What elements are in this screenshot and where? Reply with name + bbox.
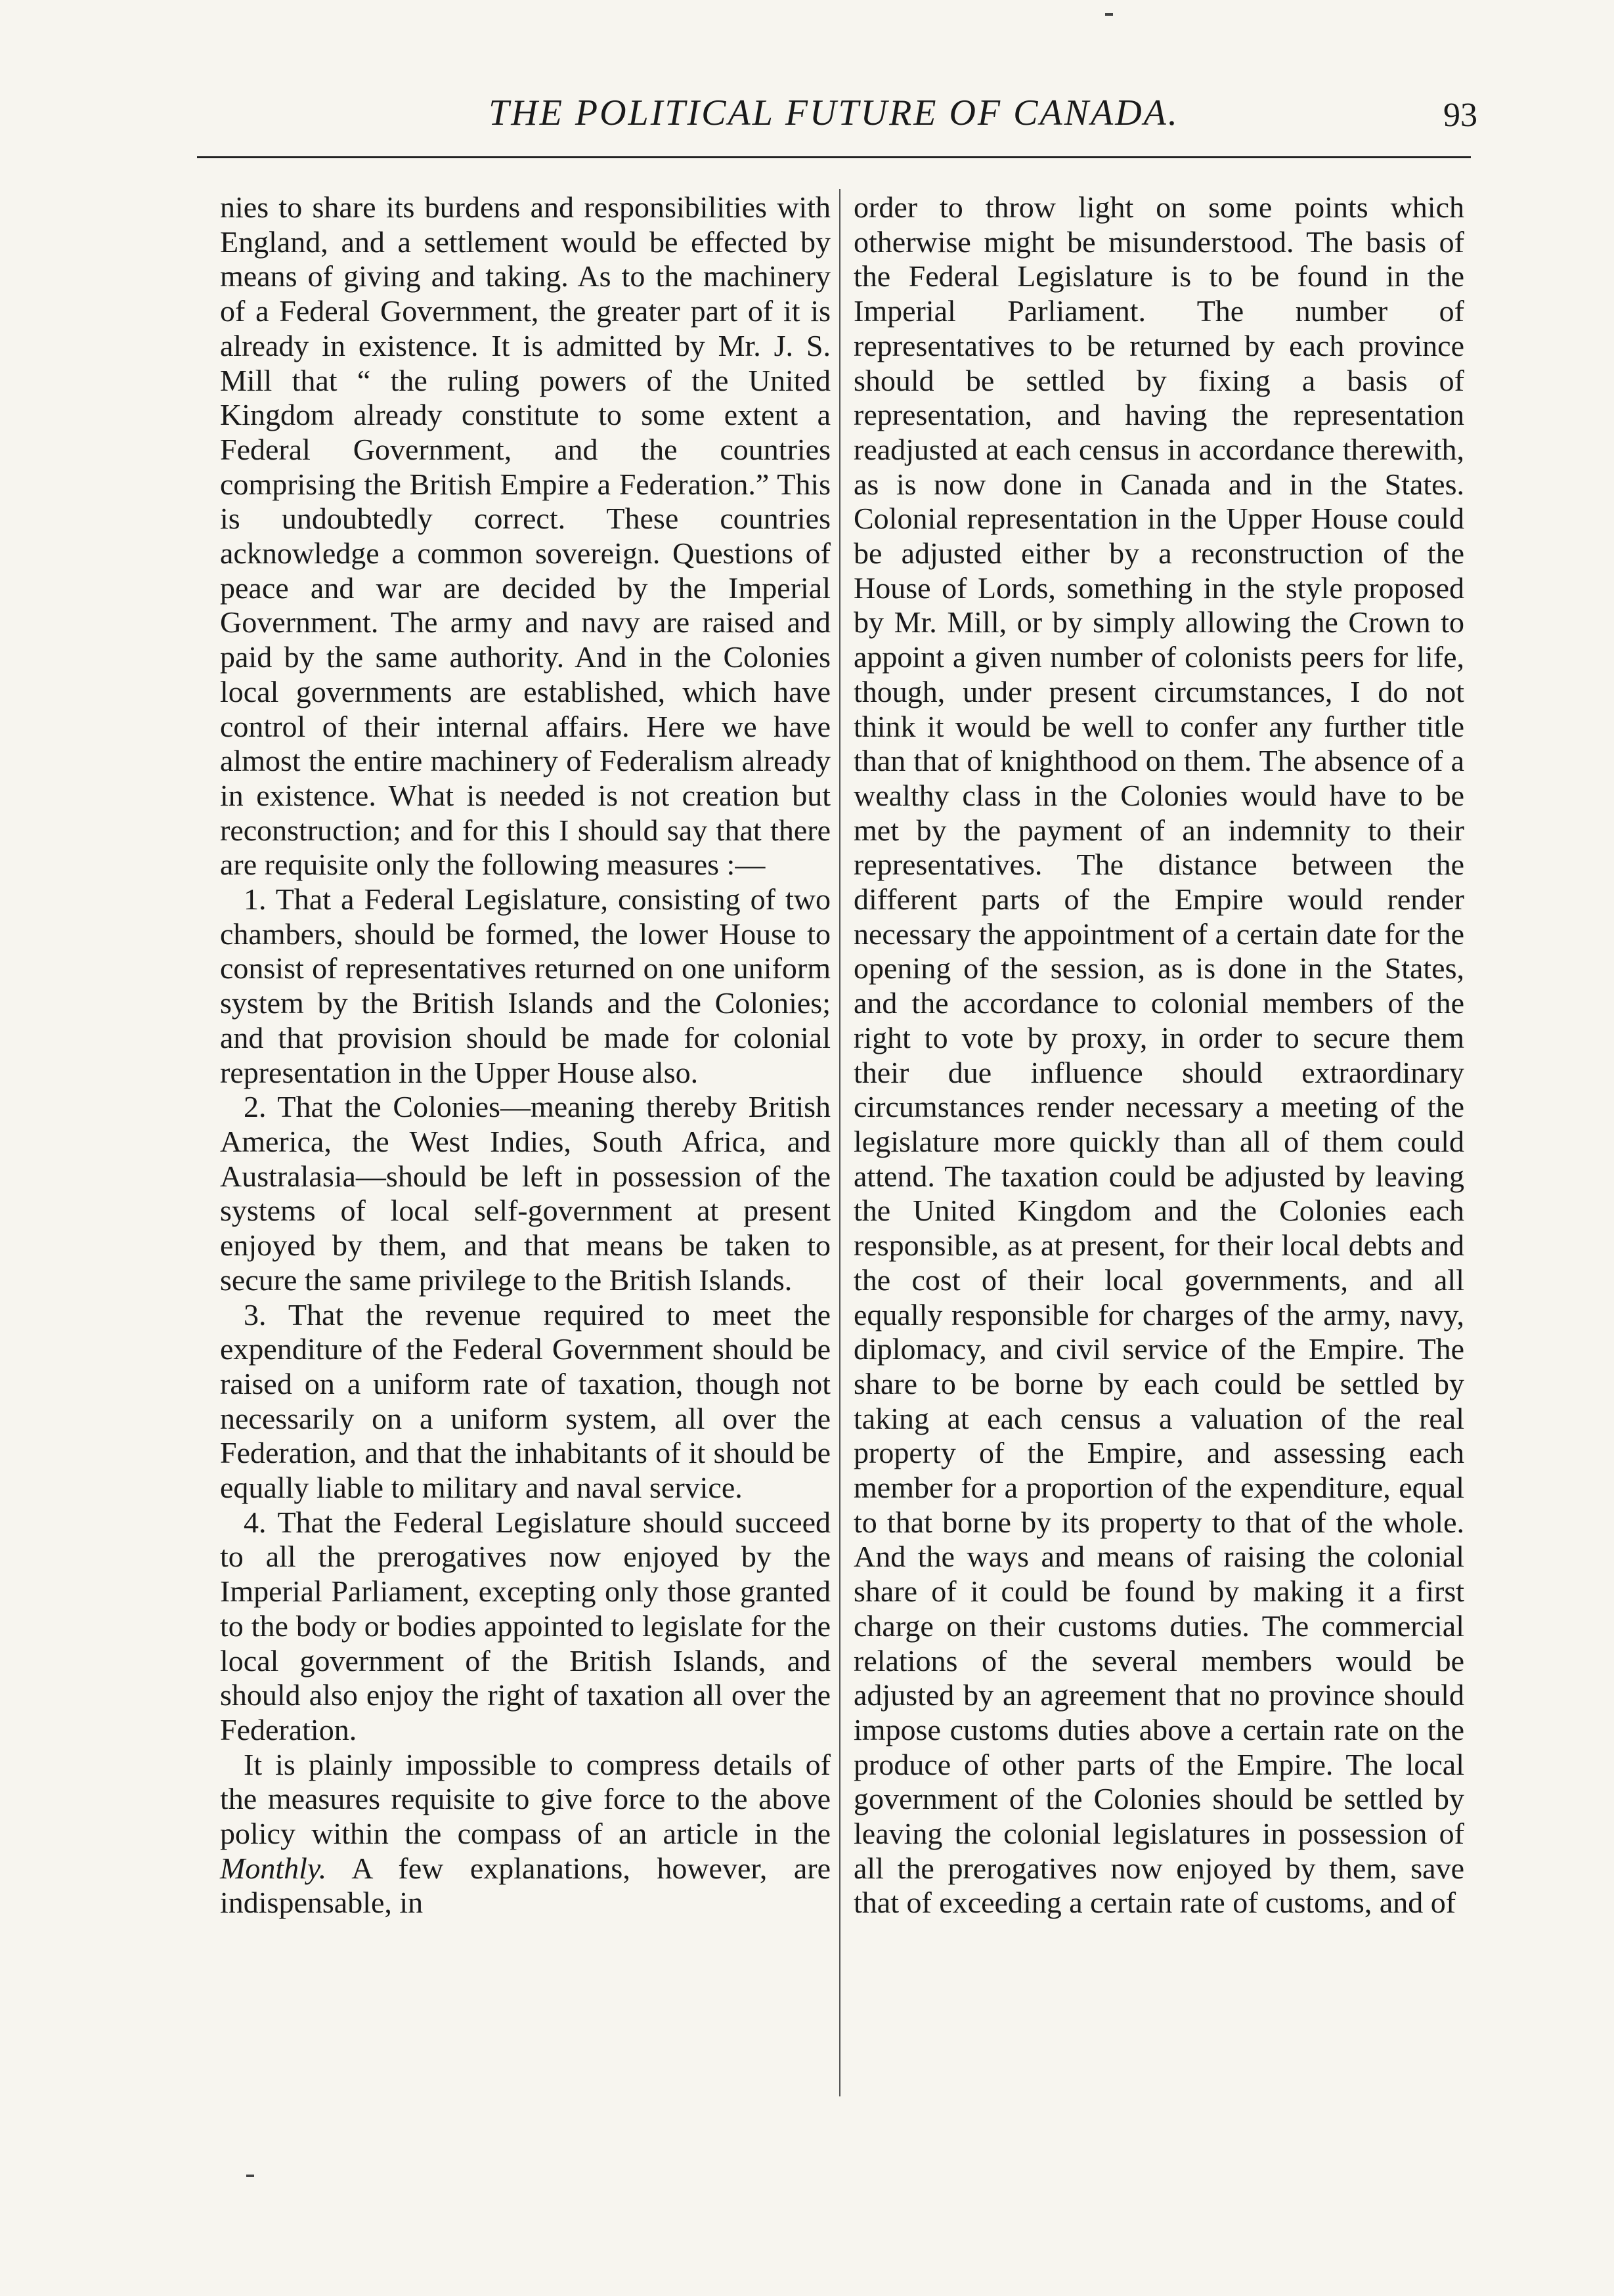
paragraph-explanations [220,1748,831,1921]
text-run: A few explanations, however, are indispensable, in [220,1851,831,1920]
measure-1: 1. That a Federal Legislature, consisting of two chambers, should be formed, the lower House to consist of representatives returned on one uniform system by the British Islands and the Colonies; and that provision should be made for colonial representation in the Upper House also. [220,882,831,1089]
right-column [854,190,1464,1920]
italic-title-monthly: Monthly. [220,1851,327,1885]
page-header [190,85,1477,144]
measure-3: 3. That the revenue required to meet the expenditure of the Federal Government should be raised on a uniform rate of taxation, though not necessarily on a uniform system, all over the Federation, and that the inhabitants of it should be equally liable to military and naval service. [220,1297,831,1505]
measure-2: 2. That the Colonies—meaning thereby British America, the West Indies, South Africa, and Australasia—should be left in possession of the systems of local self-government at present enjoyed by them, and that means be taken to secure the same privilege to the British Islands. [220,1090,831,1297]
paragraph-continued: order to throw light on some points which otherwise might be misunderstood. The basis of the Federal Legislature is to be found in the Imperial Parliament. The number of representatives to be returned by each province should be settled by fixing a basis of representation, and having the representation readjusted at each census in accordance therewith, as is now done in Canada and in the States. Colonial representation in the Upper House could be adjusted either by a reconstruction of the House of Lords, something in the style proposed by Mr. Mill, or by simply allowing the Crown to appoint a given number of colonists peers for life, though, under present circumstances, I do not think it would be well to confer any further title than that of knighthood on them. The absence of a wealthy class in the Colonies would have to be met by the payment of an indemnity to their representatives. The distance between the different parts of the Empire would render necessary the appointment of a certain date for the opening of the session, as is done in the States, and the accordance to colonial members of the right to vote by proxy, in order to secure them their due influence should extraordinary circumstances render necessary a meeting of the legislature more quickly than all of them could attend. The taxation could be adjusted by leaving the United Kingdom and the Colonies each responsible, as at present, for their local debts and the cost of their local governments, and all equally responsible for charges of the army, navy, diplomacy, and civil service of the Empire. The share to be borne by each could be settled by taking at each census a valuation of the real property of the Empire, and assessing each member for a proportion of the expenditure, equal to that borne by its property to that of the whole. And the ways and means of raising the colonial share of it could be found by making it a first charge on their customs duties. The commercial relations of the several members would be adjusted by an agreement that no province should impose customs duties above a certain rate on the produce of other parts of the Empire. The local government of the Colonies should be settled by leaving the colonial legislatures in possession of all the prerogatives now enjoyed by them, save that of exceeding a certain rate of customs, and of [854,190,1464,1920]
paragraph-continued: nies to share its burdens and responsibilities with England, and a settlement would be effected by means of giving and taking. As to the machinery of a Federal Government, the greater part of it is already in existence. It is admitted by Mr. J. S. Mill that “ the ruling powers of the United Kingdom already constitute to some extent a Federal Government, and the countries comprising the British Empire a Federation.” This is undoubtedly correct. These countries acknowledge a common sovereign. Questions of peace and war are decided by the Imperial Government. The army and navy are raised and paid by the same authority. And in the Colonies local governments are established, which have control of their internal affairs. Here we have almost the entire machinery of Federalism already in existence. What is needed is not creation but reconstruction; and for this I should say that there are requisite only the following measures :— [220,190,831,882]
scan-speck [246,2175,254,2177]
running-title: THE POLITICAL FUTURE OF CANADA. [489,93,1179,133]
header-rule [197,156,1471,158]
left-column [220,190,831,1920]
scan-speck [1105,13,1113,16]
page-number: 93 [1443,97,1477,134]
text-run: It is plainly impossible to compress details of the measures requisite to give force to the above policy within the compass of an article in the [220,1747,831,1851]
column-divider [839,189,840,2096]
measure-4: 4. That the Federal Legislature should succeed to all the prerogatives now enjoyed by the Imperial Parliament, excepting only those granted to the body or bodies appointed to legislate for the local government of the British Islands, and should also enjoy the right of taxation all over the Federation. [220,1505,831,1746]
